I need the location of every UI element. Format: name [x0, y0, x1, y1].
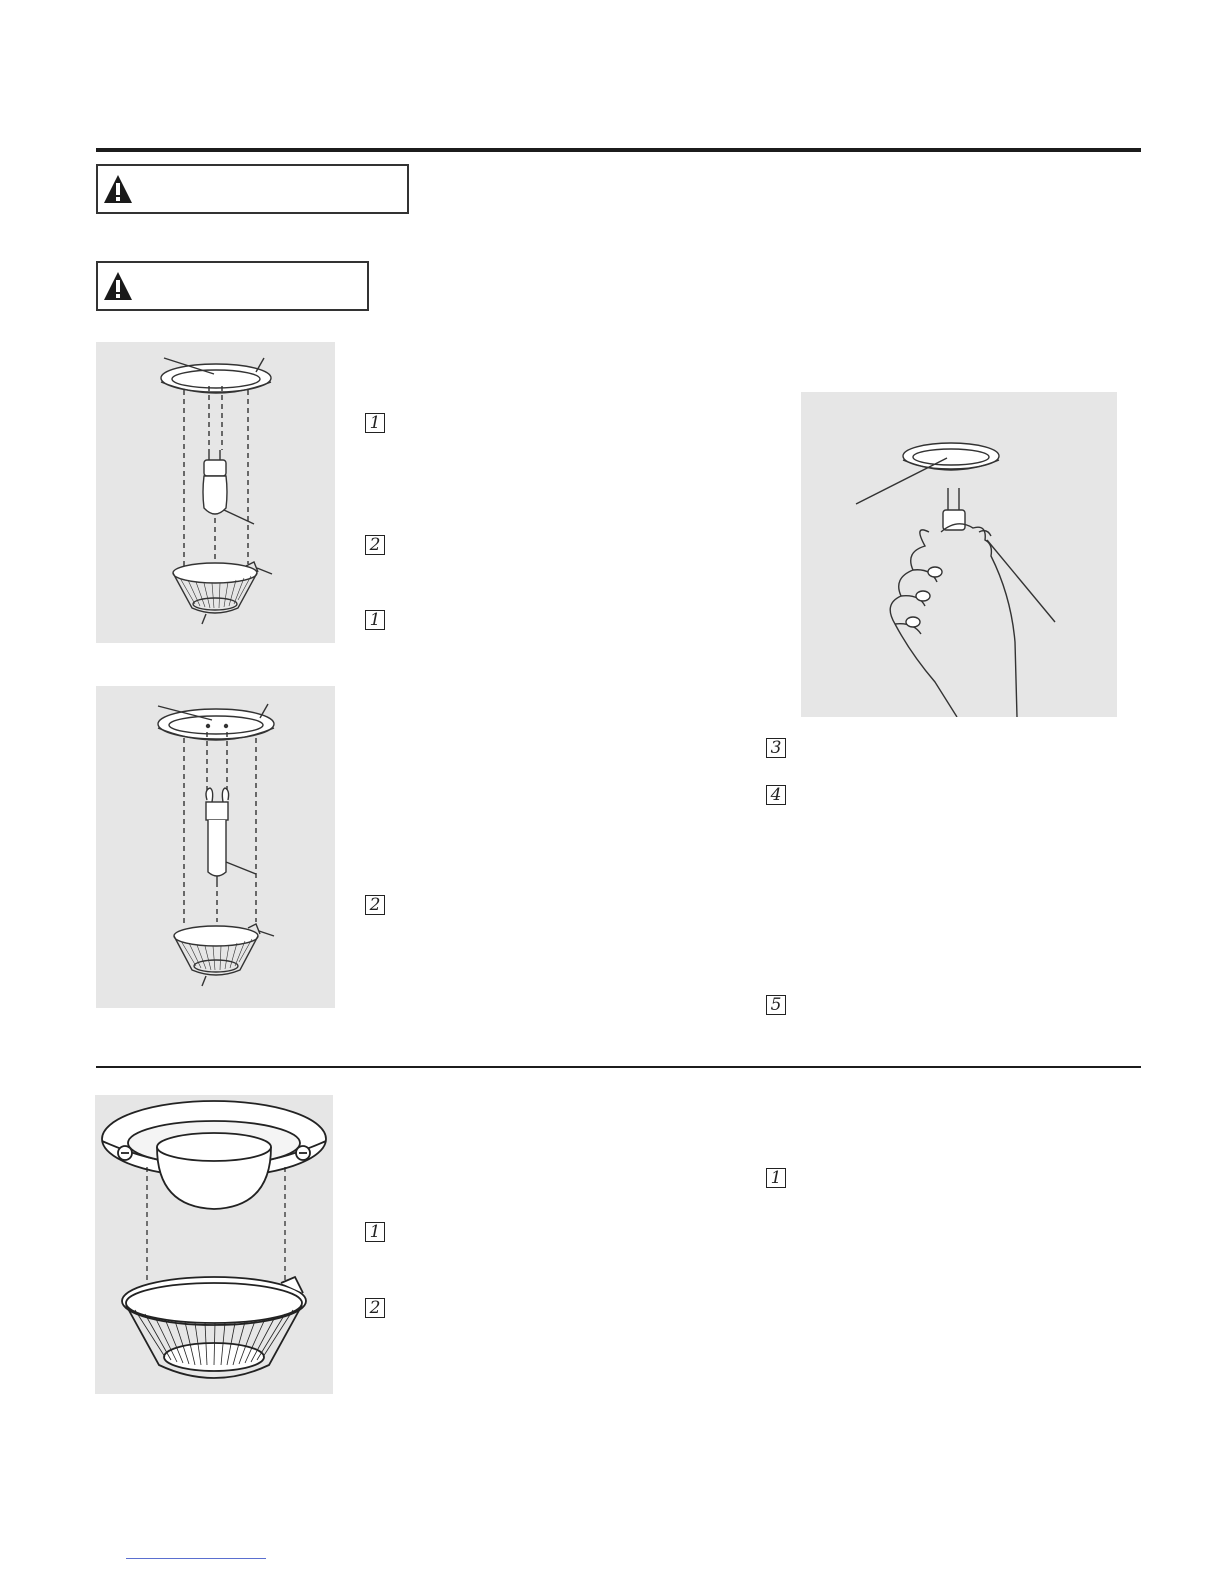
step-number: 1 [766, 1168, 786, 1188]
bulb-diagram-1 [96, 342, 335, 643]
step-number: 1 [365, 413, 385, 433]
step-number: 2 [365, 1298, 385, 1318]
step-number: 2 [365, 895, 385, 915]
bulb-diagram-2 [96, 686, 335, 1008]
warning-box-1 [96, 164, 409, 214]
step-number: 2 [365, 535, 385, 555]
step-number: 3 [766, 738, 786, 758]
step-number: 5 [766, 995, 786, 1015]
top-rule [96, 148, 1141, 152]
dome-light-illustration [95, 1095, 333, 1394]
section-divider [96, 1066, 1141, 1068]
warning-box-2 [96, 261, 369, 311]
step-number: 1 [365, 610, 385, 630]
footer-link-underline[interactable] [126, 1558, 266, 1559]
step-number: 1 [365, 1222, 385, 1242]
step-number: 4 [766, 785, 786, 805]
hand-bulb-illustration [801, 392, 1117, 717]
warning-icon [102, 269, 134, 303]
warning-icon [102, 172, 134, 206]
